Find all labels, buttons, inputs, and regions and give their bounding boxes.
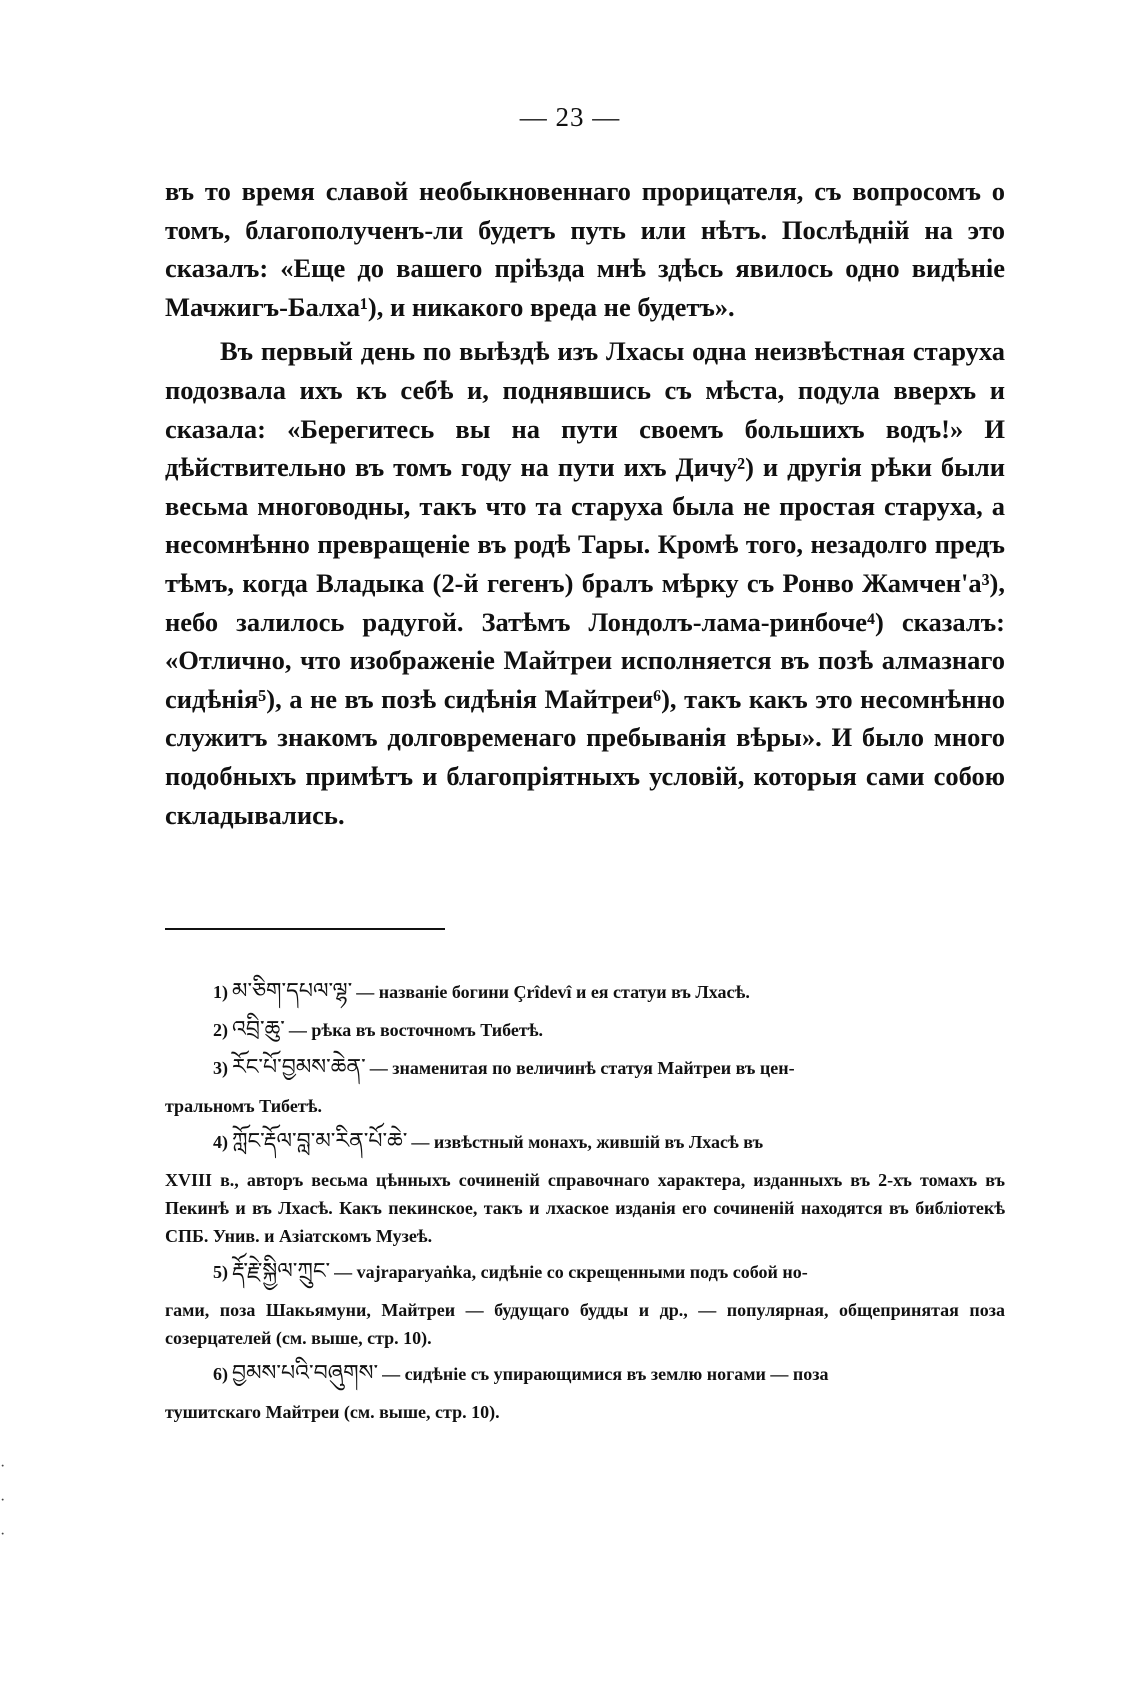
tibetan-text: ཀློང་རྡོལ་བླ་མ་རིན་པོ་ཆེ་ bbox=[232, 1129, 408, 1154]
footnote bbox=[165, 978, 1005, 1006]
footnote bbox=[165, 1016, 1005, 1044]
footnote bbox=[165, 1054, 1005, 1120]
page-number: — 23 — bbox=[519, 102, 621, 132]
scan-mark: · bbox=[0, 1492, 6, 1509]
footnote-number: 3) bbox=[213, 1058, 228, 1078]
scan-mark: · bbox=[0, 1458, 6, 1475]
footnotes bbox=[165, 978, 1005, 1434]
footnote bbox=[165, 1128, 1005, 1250]
paragraph: Въ первый день по выѣздѣ изъ Лхасы одна неизвѣстная старуха подозвала ихъ къ себѣ и, поднявшись съ мѣста, подула вверхъ и сказала: «Берегитесь вы на пути своемъ большихъ водъ!» И дѣйствительно въ томъ году на пути ихъ Дичу²) и другія рѣки были весьма многоводны, такъ что та старуха была не простая старуха, а несомнѣнно превращеніе въ родѣ Тары. Кромѣ того, незадолго предъ тѣмъ, когда Владыка (2-й гегенъ) бралъ мѣрку съ Ронво Жамчен'а³), небо залилось радугой. Затѣмъ Лондолъ-лама-ринбоче⁴) сказалъ: «Отлично, что изображеніе Майтреи исполняется въ позѣ алмазнаго сидѣнія⁵), а не въ позѣ сидѣнія Майтреи⁶), такъ какъ это несомнѣнно служитъ знакомъ долговременаго пребыванія вѣры». И было много подобныхъ примѣтъ и благопріятныхъ условій, которыя сами собою складывались. bbox=[165, 336, 1005, 830]
footnote-text: — названіе богини Çrîdevî и ея статуи въ Лхасѣ. bbox=[356, 982, 750, 1002]
main-text bbox=[165, 172, 1005, 834]
footnote-continuation: XVIII в., авторъ весьма цѣнныхъ сочиненій справочнаго характера, изданныхъ въ 2-хъ томахъ въ Пекинѣ и въ Лхасѣ. Какъ пекинское, такъ и лхаское изданія его сочиненій находятся въ библіотекѣ СПБ. Унив. и Азіатскомъ Музеѣ. bbox=[165, 1170, 1005, 1246]
footnote bbox=[165, 1360, 1005, 1426]
footnote-number: 5) bbox=[213, 1262, 228, 1282]
footnote-text: — знаменитая по величинѣ статуя Майтреи въ цен- bbox=[369, 1058, 795, 1078]
footnote-text: — извѣстный монахъ, жившій въ Лхасѣ въ bbox=[411, 1132, 764, 1152]
tibetan-text: རྡོ་རྗེ་སྐྱིལ་ཀྲུང་ bbox=[232, 1259, 331, 1284]
tibetan-text: འབྲི་ཆུ་ bbox=[232, 1017, 285, 1042]
footnote-number: 1) bbox=[213, 982, 228, 1002]
footnote-number: 2) bbox=[213, 1020, 228, 1040]
footnote-number: 4) bbox=[213, 1132, 228, 1152]
footnote-continuation: тральномъ Тибетѣ. bbox=[165, 1096, 322, 1116]
footnote-continuation: гами, поза Шакьямуни, Майтреи — будущаго будды и др., — популярная, общепринятая поза созерцателей (см. выше, стр. 10). bbox=[165, 1300, 1005, 1348]
footnote-text: — сидѣніе съ упирающимися въ землю ногами — поза bbox=[382, 1364, 829, 1384]
footnote-text: — vajraparyaṅka, сидѣніе со скрещенными подъ собой но- bbox=[334, 1262, 808, 1282]
footnote-continuation: тушитскаго Майтреи (см. выше, стр. 10). bbox=[165, 1402, 500, 1422]
footnote-divider bbox=[165, 928, 445, 930]
footnote-text: — рѣка въ восточномъ Тибетѣ. bbox=[288, 1020, 544, 1040]
footnote-number: 6) bbox=[213, 1364, 228, 1384]
tibetan-text: མ་ཅིག་དཔལ་ལྷ་ bbox=[232, 979, 353, 1004]
scan-edge-marks bbox=[0, 1450, 10, 1552]
footnote bbox=[165, 1258, 1005, 1352]
tibetan-text: བྱམས་པའི་བཞུགས་ bbox=[232, 1361, 379, 1386]
scan-mark: · bbox=[0, 1526, 6, 1543]
paragraph: въ то время славой необыкновеннаго прорицателя, съ вопросомъ о томъ, благополученъ-ли будетъ путь или нѣтъ. Послѣдній на это сказалъ: «Еще до вашего пріѣзда мнѣ здѣсь явилось одно видѣніе Мачжигъ-Балха¹), и никакого вреда не будетъ». bbox=[165, 176, 1005, 322]
tibetan-text: རོང་པོ་བྱམས་ཆེན་ bbox=[232, 1055, 366, 1080]
